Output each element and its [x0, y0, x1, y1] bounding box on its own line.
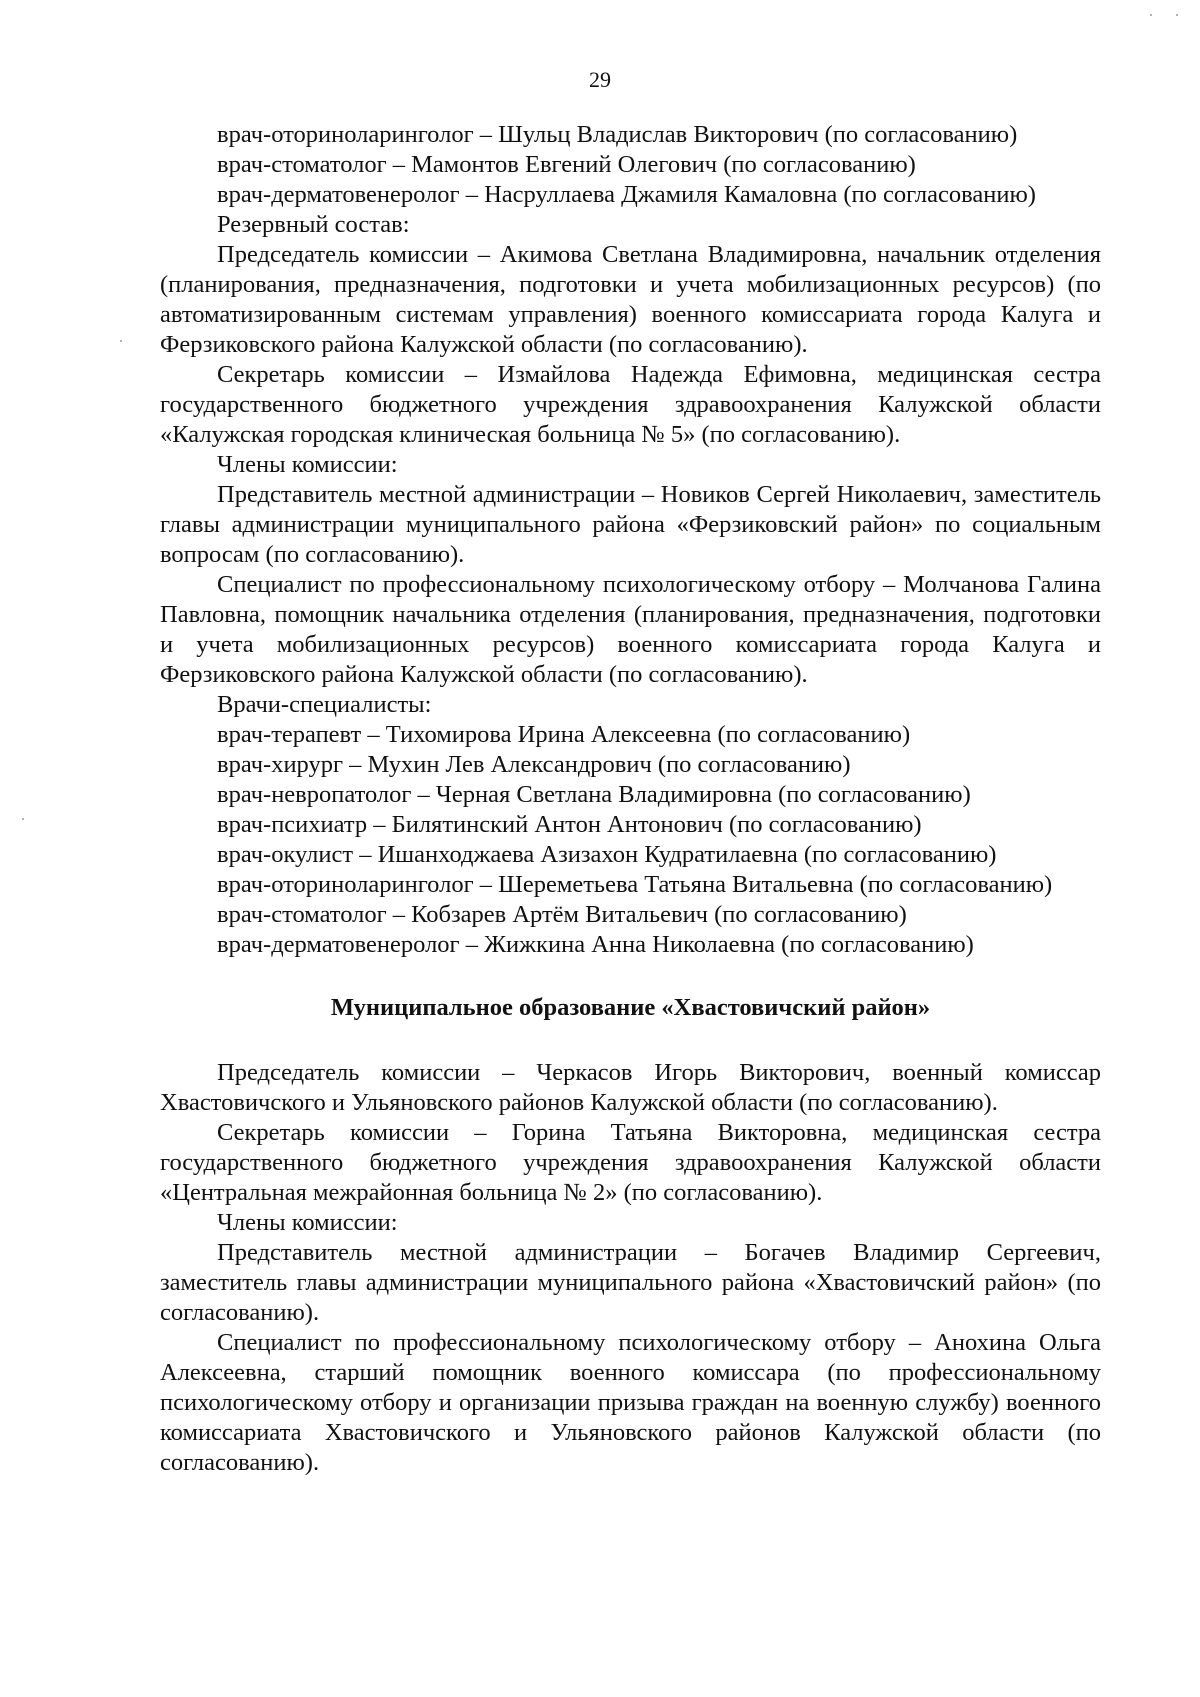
scan-speck	[1176, 14, 1178, 16]
scan-speck	[1150, 14, 1152, 16]
psychologist-paragraph: Специалист по профессиональному психологическому отбору – Молчанова Галина Павловна, помощник начальника отделения (планирования, предназначения, подготовки и учета мобилизационных ресурсов) военного комиссариата города Калуга и Ферзиковского района Калужской области (по согласованию).	[160, 571, 1101, 688]
psychologist-paragraph: Специалист по профессиональному психологическому отбору – Анохина Ольга Алексеевна, старший помощник военного комиссара (по профессиональному психологическому отбору и организации призыва граждан на военную службу) военного комиссариата Хвастовичского и Ульяновского районов Калужской области (по согласованию).	[160, 1329, 1101, 1476]
chairman-paragraph: Председатель комиссии – Акимова Светлана Владимировна, начальник отделения (планирования, предназначения, подготовки и учета мобилизационных ресурсов) (по автоматизированным системам управления) военного комиссариата города Калуга и Ферзиковского района Калужской области (по согласованию).	[160, 241, 1101, 358]
admin-representative-paragraph: Представитель местной администрации – Новиков Сергей Николаевич, заместитель главы администрации муниципального района «Ферзиковский район» по социальным вопросам (по согласованию).	[160, 481, 1101, 568]
document-body	[160, 120, 1101, 1478]
doctor-line: врач-невропатолог – Черная Светлана Владимировна (по согласованию)	[217, 781, 971, 808]
secretary-paragraph: Секретарь комиссии – Измайлова Надежда Ефимовна, медицинская сестра государственного бюджетного учреждения здравоохранения Калужской области «Калужская городская клиническая больница № 5» (по согласованию).	[160, 361, 1101, 448]
scan-speck	[120, 340, 122, 342]
doctor-line: врач-психиатр – Билятинский Антон Антонович (по согласованию)	[217, 811, 922, 838]
doctor-line-wrapped: врач-оториноларинголог – Шереметьева Татьяна Витальевна (по согласованию)	[217, 871, 1053, 898]
doctor-line: врач-оториноларинголог – Шульц Владислав Викторович (по согласованию)	[217, 121, 1018, 148]
members-label: Члены комиссии:	[217, 1209, 398, 1236]
scan-speck	[22, 818, 24, 820]
secretary-paragraph: Секретарь комиссии – Горина Татьяна Викторовна, медицинская сестра государственного бюджетного учреждения здравоохранения Калужской области «Центральная межрайонная больница № 2» (по согласованию).	[160, 1119, 1101, 1206]
doctor-line: врач-терапевт – Тихомирова Ирина Алексеевна (по согласованию)	[217, 721, 911, 748]
doctor-line: врач-дерматовенеролог – Жижкина Анна Николаевна (по согласованию)	[217, 931, 974, 958]
doctor-line: врач-хирург – Мухин Лев Александрович (по согласованию)	[217, 751, 851, 778]
section-heading: Муниципальное образование «Хвастовичский район»	[330, 994, 931, 1021]
members-label: Члены комиссии:	[217, 451, 398, 478]
page-number: 29	[589, 67, 611, 92]
doctors-label: Врачи-специалисты:	[217, 691, 432, 718]
doctor-line: врач-стоматолог – Кобзарев Артём Витальевич (по согласованию)	[217, 901, 907, 928]
admin-representative-paragraph: Представитель местной администрации – Богачев Владимир Сергеевич, заместитель главы администрации муниципального района «Хвастовичский район» (по согласованию).	[160, 1239, 1101, 1326]
doctor-line: врач-стоматолог – Мамонтов Евгений Олегович (по согласованию)	[217, 151, 916, 178]
chairman-paragraph: Председатель комиссии – Черкасов Игорь Викторович, военный комиссар Хвастовичского и Ульяновского районов Калужской области (по согласованию).	[160, 1059, 1101, 1116]
reserve-label: Резервный состав:	[217, 211, 410, 238]
doctor-line: врач-дерматовенеролог – Насруллаева Джамиля Камаловна (по согласованию)	[217, 181, 1036, 208]
doctor-line: врач-окулист – Ишанходжаева Азизахон Кудратилаевна (по согласованию)	[217, 841, 997, 868]
